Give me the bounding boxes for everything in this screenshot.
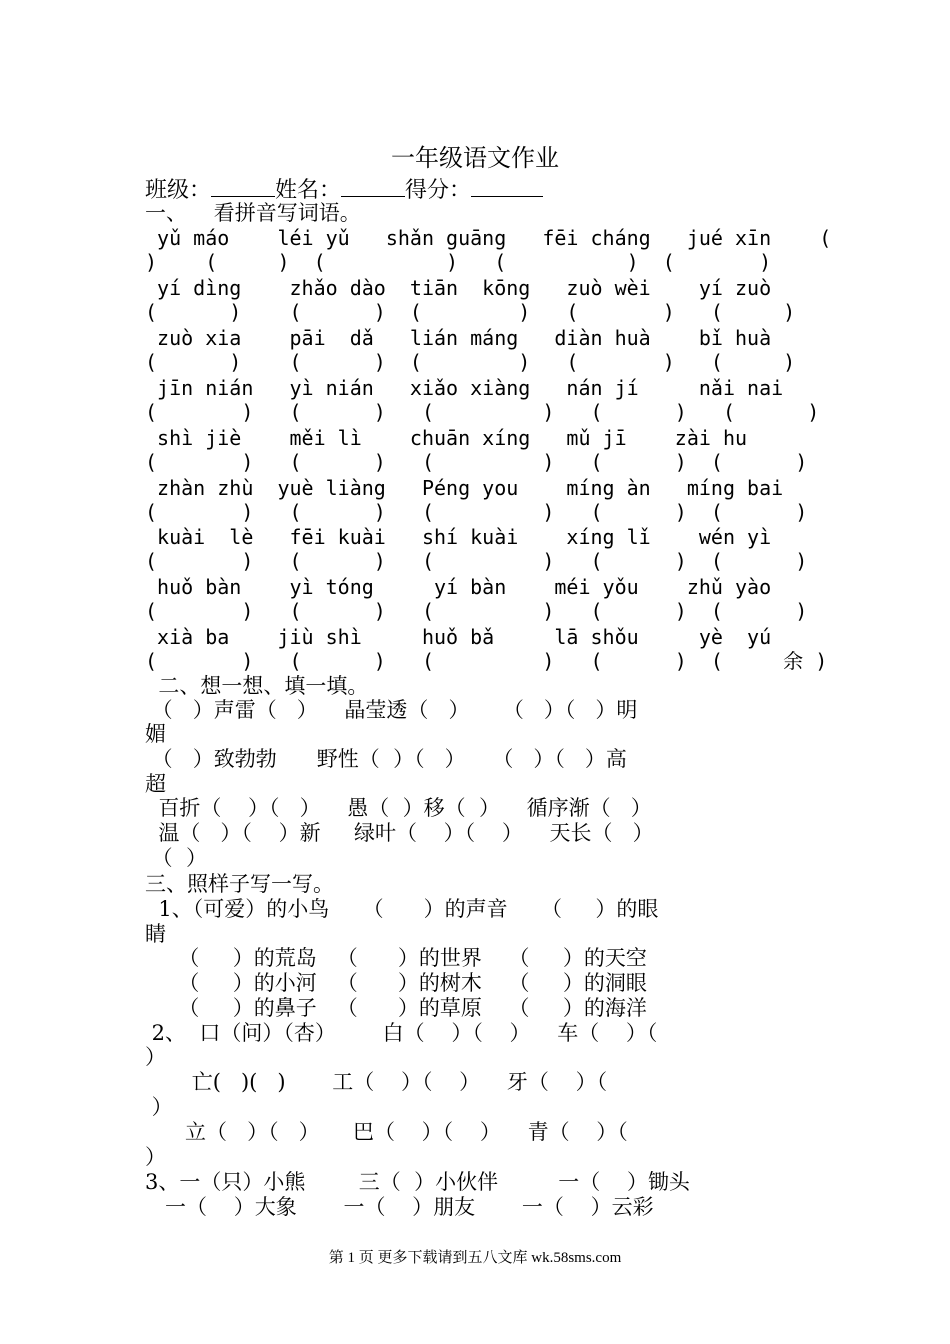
class-label: 班级： bbox=[145, 178, 212, 203]
student-info-row bbox=[145, 176, 543, 203]
fill-line[interactable]: （ ）声雷（ ） 晶莹透（ ） （ ）（ ）明 bbox=[145, 698, 638, 722]
answer-line[interactable]: ) ( ) ( ) ( ) ( ) bbox=[145, 250, 772, 274]
example-line[interactable]: 立（ ）（ ） 巴（ ）（ ） 青（ ）（ bbox=[145, 1120, 628, 1144]
fill-line[interactable]: 百折（ ）（ ） 愚（ ）移（ ） 循序渐（ ） bbox=[145, 796, 652, 820]
answer-line[interactable]: ( ) ( ) ( ) ( ) ( ) bbox=[145, 300, 796, 324]
pinyin-line: zhàn zhù yuè liàng Péng you míng àn míng bai bbox=[145, 476, 784, 500]
example-line[interactable]: （ ）的鼻子 （ ）的草原 （ ）的海洋 bbox=[145, 996, 647, 1020]
pinyin-line: huǒ bàn yì tóng yí bàn méi yǒu zhǔ yào bbox=[145, 575, 772, 599]
example-line[interactable]: 2、 口（问）（杏） 白（ ）（ ） 车（ ）（ bbox=[145, 1021, 658, 1045]
fill-line[interactable]: （ ） bbox=[145, 846, 208, 870]
example-line[interactable]: （ ）的荒岛 （ ）的世界 （ ）的天空 bbox=[145, 946, 647, 970]
answer-line[interactable]: ( ) ( ) ( ) ( ) ( ) bbox=[145, 599, 808, 623]
fill-line[interactable]: 温（ ）（ ）新 绿叶（ ）（ ） 天长（ ） bbox=[145, 821, 654, 845]
pinyin-line: yǔ máo léi yǔ shǎn guāng fēi cháng jué xīn ( bbox=[145, 226, 832, 250]
page-footer: 第 1 页 更多下载请到五八文库 wk.58sms.com bbox=[328, 1250, 622, 1266]
pinyin-line: jīn nián yì nián xiǎo xiàng nán jí nǎi nai bbox=[145, 376, 784, 400]
answer-line[interactable]: ( ) ( ) ( ) ( ) ( ) bbox=[145, 400, 820, 424]
fill-line: 媚 bbox=[145, 722, 166, 746]
section2-heading: 二、想一想、填一填。 bbox=[145, 674, 369, 698]
pinyin-line: kuài lè fēi kuài shí kuài xíng lǐ wén yì bbox=[145, 525, 772, 549]
fill-line: 超 bbox=[145, 772, 166, 796]
answer-line[interactable]: ( ) ( ) ( ) ( ) ( ) bbox=[145, 350, 796, 374]
class-blank[interactable] bbox=[211, 176, 275, 197]
example-line: ） bbox=[145, 1095, 173, 1119]
fill-line[interactable]: （ ）致勃勃 野性（ ）（ ） （ ）（ ）高 bbox=[145, 747, 627, 771]
example-line[interactable]: 3、一（只）小熊 三（ ）小伙伴 一（ ）锄头 bbox=[145, 1170, 690, 1194]
name-blank[interactable] bbox=[341, 176, 405, 197]
answer-line[interactable]: ( ) ( ) ( ) ( ) ( 余 ) bbox=[145, 649, 828, 673]
answer-line[interactable]: ( ) ( ) ( ) ( ) ( ) bbox=[145, 549, 808, 573]
example-line[interactable]: 1、（可爱）的小鸟 （ ）的声音 （ ）的眼 bbox=[145, 897, 659, 921]
pinyin-line: yí dìng zhǎo dào tiān kōng zuò wèi yí zuò bbox=[145, 276, 772, 300]
pinyin-line: zuò xia pāi dǎ lián máng diàn huà bǐ huà bbox=[145, 326, 772, 350]
section3-heading: 三、照样子写一写。 bbox=[145, 872, 334, 896]
example-line[interactable]: （ ）的小河 （ ）的树木 （ ）的洞眼 bbox=[145, 971, 647, 995]
example-line: ） bbox=[145, 1045, 166, 1069]
section1-heading: 一、 看拼音写词语。 bbox=[145, 201, 361, 225]
page-title: 一年级语文作业 bbox=[391, 144, 559, 172]
example-line[interactable]: 亡( )( ) 工（ ）（ ） 牙（ ）（ bbox=[145, 1070, 608, 1094]
example-line: ） bbox=[145, 1145, 166, 1169]
pinyin-line: shì jiè měi lì chuān xíng mǔ jī zài hu bbox=[145, 426, 748, 450]
score-label: 得分： bbox=[405, 178, 472, 203]
example-line[interactable]: 一（ ）大象 一（ ）朋友 一（ ）云彩 bbox=[145, 1195, 654, 1219]
name-label: 姓名： bbox=[275, 178, 342, 203]
answer-line[interactable]: ( ) ( ) ( ) ( ) ( ) bbox=[145, 500, 808, 524]
pinyin-line: xià ba jiù shì huǒ bǎ lā shǒu yè yú bbox=[145, 625, 772, 649]
score-blank[interactable] bbox=[471, 176, 543, 197]
example-line: 睛 bbox=[145, 922, 166, 946]
answer-line[interactable]: ( ) ( ) ( ) ( ) ( ) bbox=[145, 450, 808, 474]
